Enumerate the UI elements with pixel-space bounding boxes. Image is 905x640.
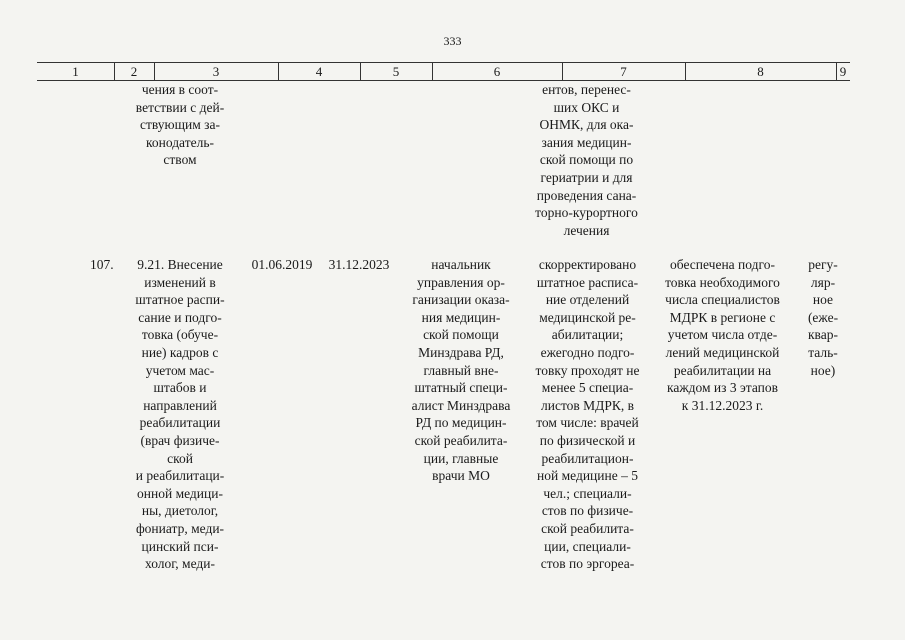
text-line: ние отделений (545, 292, 630, 308)
text-line: регу- (808, 257, 838, 272)
text-line: алист Минздрава (411, 397, 511, 413)
text-line: листов МДРК, в (540, 397, 635, 413)
header-col-7: 7 (620, 64, 627, 79)
text-line: ное) (810, 362, 836, 378)
text-line: ветствии с дей- (135, 99, 225, 115)
text-line: ной медицине – 5 (537, 468, 638, 484)
text-line: каждом из 3 этапов (666, 380, 779, 396)
text-line: ской реабилита- (414, 432, 508, 448)
text-line: 9.21. Внесение (137, 257, 223, 272)
row107-col9 (800, 256, 846, 379)
row107-col6 (397, 256, 525, 485)
text-line: начальник (431, 257, 491, 272)
row107-col3 (122, 256, 238, 573)
text-line: реабилитации (139, 415, 221, 431)
text-line: штатное распи- (135, 292, 225, 308)
text-line: стов по эргореа- (540, 556, 635, 572)
header-col-6: 6 (493, 64, 501, 79)
text-line: гериатрии и для (540, 169, 633, 185)
text-line: сание и подго- (138, 309, 222, 325)
text-line: том числе: врачей (536, 415, 639, 431)
continuation-col3 (120, 81, 240, 169)
header-col-1: 1 (72, 64, 79, 79)
text-line: фониатр, меди- (135, 520, 225, 536)
text-line: ции, специали- (544, 538, 631, 554)
text-line: конодатель- (145, 134, 214, 150)
text-line: главный вне- (423, 362, 499, 378)
text-line: изменений в (144, 274, 216, 290)
text-line: Минздрава РД, (418, 344, 504, 360)
text-line: квар- (808, 327, 838, 343)
text-line: ции, главные (423, 450, 499, 466)
text-line: онной медици- (137, 485, 223, 501)
continuation-col7 (525, 81, 648, 239)
text-line: учетом числа отде- (667, 327, 778, 343)
text-line: реабилитацион- (541, 450, 634, 466)
text-line: ской (167, 450, 193, 466)
header-col-3: 3 (212, 64, 220, 79)
header-col-9: 9 (839, 64, 847, 79)
text-line: таль- (808, 344, 838, 360)
text-line: и реабилитаци- (135, 468, 225, 484)
text-line: скорректировано (538, 257, 637, 272)
text-line: (еже- (807, 309, 839, 325)
text-line: ствующим за- (140, 117, 220, 133)
text-line: товку проходят не (535, 362, 640, 378)
text-line: ентов, перенес- (542, 82, 631, 97)
text-line: ской реабилита- (541, 520, 634, 536)
text-line: управления ор- (417, 274, 505, 290)
text-line: РД по медицин- (415, 415, 507, 431)
text-line: ганизации оказа- (412, 292, 510, 308)
text-line: товка (обуче- (141, 327, 219, 343)
text-line: ших ОКС и (553, 99, 620, 115)
page-number: 333 (443, 34, 462, 48)
header-col-2: 2 (130, 64, 138, 79)
text-line: ние) кадров с (141, 344, 219, 360)
text-line: ской помощи (423, 327, 499, 343)
text-line: врачи МО (432, 468, 490, 484)
text-line: МДРК в регионе с (669, 309, 776, 325)
text-line: абилитации; (551, 327, 624, 343)
text-line: ством (163, 152, 197, 168)
text-line: цинский пси- (141, 538, 219, 554)
text-line: направлений (143, 397, 217, 413)
text-line: товка необходимого (665, 274, 780, 290)
text-line: ежегодно подго- (540, 344, 635, 360)
text-line: менее 5 специа- (541, 380, 634, 396)
text-line: ОНМК, для ока- (539, 117, 634, 133)
table-header-row (37, 62, 850, 81)
header-col-4: 4 (315, 64, 323, 79)
text-line: числа специалистов (665, 292, 780, 308)
end-date: 31.12.2023 (328, 257, 390, 272)
text-line: холог, меди- (144, 556, 215, 572)
header-col-8: 8 (757, 64, 764, 79)
text-line: чел.; специали- (543, 485, 632, 501)
row-number: 107. (90, 257, 114, 272)
text-line: проведения сана- (536, 187, 637, 203)
text-line: к 31.12.2023 г. (681, 397, 764, 413)
text-line: по физической и (539, 432, 636, 448)
text-line: стов по физиче- (541, 503, 634, 519)
text-line: штабов и (153, 380, 207, 396)
row107-col8 (650, 256, 795, 414)
text-line: ное (812, 292, 834, 308)
text-line: реабилитации на (673, 362, 772, 378)
row107-col7 (525, 256, 650, 573)
text-line: обеспечена подго- (670, 257, 775, 272)
text-line: ляр- (810, 274, 836, 290)
start-date: 01.06.2019 (251, 257, 313, 272)
text-line: ны, диетолог, (141, 503, 219, 519)
text-line: (врач физиче- (140, 432, 220, 448)
text-line: чения в соот- (141, 82, 219, 97)
header-col-5: 5 (392, 64, 400, 79)
text-line: штатное расписа- (536, 274, 639, 290)
text-line: учетом мас- (145, 362, 215, 378)
text-line: зания медицин- (541, 134, 632, 150)
text-line: ской помощи по (539, 152, 634, 168)
text-line: штатный специ- (414, 380, 508, 396)
text-line: медицинской ре- (539, 309, 636, 325)
text-line: ния медицин- (421, 309, 501, 325)
text-line: лечения (563, 222, 610, 238)
text-line: лений медицинской (665, 344, 780, 360)
text-line: торно-курортного (535, 205, 638, 221)
